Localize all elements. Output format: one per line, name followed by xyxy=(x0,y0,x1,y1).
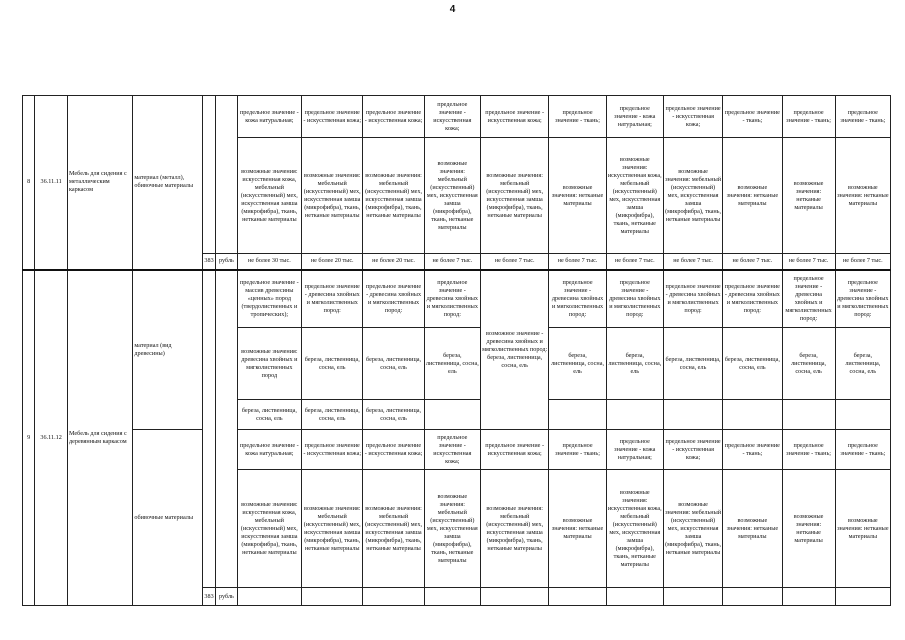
row8-limit: предельное значение - кожа натуральная; xyxy=(237,96,301,138)
row9-up-option: возможные значения: нетканые материалы xyxy=(782,470,835,588)
row8-price: не более 20 тыс. xyxy=(363,254,424,270)
row8-limit: предельное значение - искусственная кожа; xyxy=(480,96,548,138)
empty-cell xyxy=(549,400,606,430)
row8-limit: предельное значение - искусственная кожа; xyxy=(424,96,480,138)
empty-cell xyxy=(606,588,663,606)
row8-unit-code-empty xyxy=(202,96,215,254)
row9-number: 9 xyxy=(23,270,35,606)
row8-price: не более 30 тыс. xyxy=(237,254,301,270)
row9-up-limit: предельное значение - кожа натуральная; xyxy=(606,430,663,470)
row9-wood-limit: предельное значение - древесина хвойных и мягколиственных пород: xyxy=(835,270,890,328)
row9-wood-species-alt: береза, лиственница, сосна, ель xyxy=(237,400,301,430)
row9-up-limit: предельное значение - искусственная кожа; xyxy=(480,430,548,470)
row9-up-option: возможные значения: нетканые материалы xyxy=(549,470,606,588)
row9-wood-species: береза, лиственница, сосна, ель xyxy=(424,328,480,400)
row9-wood-limit: предельное значение - древесина хвойных и мягколиственных пород: xyxy=(606,270,663,328)
row8-price: не более 7 тыс. xyxy=(782,254,835,270)
row8-price: не более 7 тыс. xyxy=(549,254,606,270)
row9-up-limit: предельное значение - искусственная кожа; xyxy=(363,430,424,470)
row9-wood-limit: предельное значение - древесина хвойных и мягколиственных пород: xyxy=(663,270,722,328)
empty-cell xyxy=(663,400,722,430)
row8-option: возможные значения: мебельный (искусственный) мех, искусственная замша (микрофибра), ткань, нетканые материалы xyxy=(363,138,424,254)
row9-unit-code-empty xyxy=(202,270,215,588)
empty-cell xyxy=(424,588,480,606)
row8-number: 8 xyxy=(23,96,35,270)
row9-wood-species: береза, лиственница, сосна, ель xyxy=(663,328,722,400)
row9-up-option: возможные значения: мебельный (искусственный) мех, искусственная замша (микрофибра), ткань, нетканые материалы xyxy=(663,470,722,588)
row8-limit: предельное значение - искусственная кожа; xyxy=(302,96,363,138)
row8-option: возможные значения: нетканые материалы xyxy=(835,138,890,254)
row9-unit-empty xyxy=(216,270,237,588)
page-number: 4 xyxy=(449,4,456,15)
row9-up-option: возможные значения: мебельный (искусственный) мех, искусственная замша (микрофибра), ткань, нетканые материалы xyxy=(302,470,363,588)
row9-up-limit: предельное значение - ткань; xyxy=(835,430,890,470)
empty-cell xyxy=(782,588,835,606)
row9-wood-species-alt: береза, лиственница, сосна, ель xyxy=(363,400,424,430)
row9-material-wood: материал (вид древесины) xyxy=(133,270,203,430)
row9-wood-limit: предельное значение - древесина хвойных и мягколиственных пород: xyxy=(782,270,835,328)
row8-option: возможные значения: мебельный (искусственный) мех, искусственная замша (микрофибра), ткань, нетканые материалы xyxy=(424,138,480,254)
row9-wood-species: береза, лиственница, сосна, ель xyxy=(835,328,890,400)
row9-up-option: возможные значения: искусственная кожа, мебельный (искусственный) мех, искусственная замша (микрофибра), ткань, нетканые материалы xyxy=(606,470,663,588)
empty-cell xyxy=(549,588,606,606)
row8-option: возможные значения: нетканые материалы xyxy=(723,138,782,254)
row9-up-limit: предельное значение - ткань; xyxy=(723,430,782,470)
empty-cell xyxy=(723,588,782,606)
row9-wood-species: береза, лиственница, сосна, ель xyxy=(363,328,424,400)
row8-option: возможные значения: искусственная кожа, мебельный (искусственный) мех, искусственная замша (микрофибра), ткань, нетканые материалы xyxy=(237,138,301,254)
row9-wood-species: береза, лиственница, сосна, ель xyxy=(606,328,663,400)
row9-unit: рубль xyxy=(216,588,237,606)
row9-up-option: возможные значения: нетканые материалы xyxy=(835,470,890,588)
row9-wood-limit: предельное значение - древесина хвойных и мягколиственных пород: xyxy=(302,270,363,328)
row8-code: 36.11.11 xyxy=(35,96,68,270)
row9-up-option: возможные значения: искусственная кожа, мебельный (искусственный) мех, искусственная замша (микрофибра), ткань, нетканые материалы xyxy=(237,470,301,588)
row9-wood-species: береза, лиственница, сосна, ель xyxy=(723,328,782,400)
row8-price: не более 20 тыс. xyxy=(302,254,363,270)
row8-limit: предельное значение - ткань; xyxy=(549,96,606,138)
row8-unit: рубль xyxy=(216,254,237,270)
row8-price: не более 7 тыс. xyxy=(835,254,890,270)
empty-cell xyxy=(663,588,722,606)
row9-wood-limit-row xyxy=(23,270,891,328)
empty-cell xyxy=(237,588,301,606)
row8-limit: предельное значение - ткань; xyxy=(835,96,890,138)
row8-limit: предельное значение - искусственная кожа; xyxy=(663,96,722,138)
row8-option: возможные значения: искусственная кожа, мебельный (искусственный) мех, искусственная замша (микрофибра), ткань, нетканые материалы xyxy=(606,138,663,254)
row9-up-limit: предельное значение - ткань; xyxy=(782,430,835,470)
row9-unit-code: 383 xyxy=(202,588,215,606)
row8-option: возможные значения: нетканые материалы xyxy=(782,138,835,254)
row9-wood-limit-merged: возможное значение - древесина хвойных и мягколиственных пород: береза, лиственница, сосна, ель xyxy=(480,270,548,430)
row8-price: не более 7 тыс. xyxy=(663,254,722,270)
row8-unit-empty xyxy=(216,96,237,254)
row9-up-limit: предельное значение - искусственная кожа; xyxy=(302,430,363,470)
row8-price: не более 7 тыс. xyxy=(723,254,782,270)
row8-limit-row xyxy=(23,96,891,138)
empty-cell xyxy=(480,588,548,606)
row9-wood-limit: предельное значение - древесина хвойных и мягколиственных пород: xyxy=(723,270,782,328)
row8-option: возможные значения: мебельный (искусственный) мех, искусственная замша (микрофибра), ткань, нетканые материалы xyxy=(663,138,722,254)
row9-wood-limit: предельное значение - древесина хвойных и мягколиственных пород: xyxy=(363,270,424,328)
row9-material-upholstery: обивочные материалы xyxy=(133,430,203,606)
row9-product-name: Мебель для сидения с деревянным каркасом xyxy=(67,270,132,606)
row9-wood-species-alt: береза, лиственница, сосна, ель xyxy=(302,400,363,430)
row8-option: возможные значения: нетканые материалы xyxy=(549,138,606,254)
row8-option: возможные значения: мебельный (искусственный) мех, искусственная замша (микрофибра), ткань, нетканые материалы xyxy=(302,138,363,254)
row8-limit: предельное значение - ткань; xyxy=(723,96,782,138)
row9-upholstery-limit-row xyxy=(23,430,891,470)
empty-cell xyxy=(723,400,782,430)
empty-cell xyxy=(782,400,835,430)
row8-unit-code: 383 xyxy=(202,254,215,270)
requirements-table xyxy=(22,95,891,606)
empty-cell xyxy=(302,588,363,606)
row9-up-option: возможные значения: мебельный (искусственный) мех, искусственная замша (микрофибра), ткань, нетканые материалы xyxy=(363,470,424,588)
empty-cell xyxy=(835,588,890,606)
row8-price: не более 7 тыс. xyxy=(424,254,480,270)
row8-product-name: Мебель для сидения с металлическим каркасом xyxy=(67,96,132,270)
row8-price: не более 7 тыс. xyxy=(480,254,548,270)
row9-up-limit: предельное значение - искусственная кожа; xyxy=(424,430,480,470)
row8-limit: предельное значение - искусственная кожа; xyxy=(363,96,424,138)
row9-up-option: возможные значения: мебельный (искусственный) мех, искусственная замша (микрофибра), ткань, нетканые материалы xyxy=(424,470,480,588)
empty-cell xyxy=(363,588,424,606)
row9-wood-species: береза, лиственница, сосна, ель xyxy=(302,328,363,400)
row8-option: возможные значения: мебельный (искусственный) мех, искусственная замша (микрофибра), ткань, нетканые материалы xyxy=(480,138,548,254)
row9-wood-option: возможные значения: древесина хвойных и мягколиственных пород xyxy=(237,328,301,400)
empty-cell xyxy=(606,400,663,430)
row9-up-limit: предельное значение - искусственная кожа; xyxy=(663,430,722,470)
empty-cell xyxy=(835,400,890,430)
row8-limit: предельное значение - кожа натуральная; xyxy=(606,96,663,138)
row9-up-limit: предельное значение - ткань; xyxy=(549,430,606,470)
row9-wood-limit: предельное значение - древесина хвойных и мягколиственных пород: xyxy=(549,270,606,328)
row9-up-limit: предельное значение - кожа натуральная; xyxy=(237,430,301,470)
row9-wood-limit: предельное значение - древесина хвойных и мягколиственных пород: xyxy=(424,270,480,328)
row9-up-option: возможные значения: нетканые материалы xyxy=(723,470,782,588)
row8-material: материал (металл), обивочные материалы xyxy=(133,96,203,270)
row9-wood-limit: предельное значение - массив древесины «ценных» пород (твердолиственных и тропических); xyxy=(237,270,301,328)
row9-up-option: возможные значения: мебельный (искусственный) мех, искусственная замша (микрофибра), ткань, нетканые материалы xyxy=(480,470,548,588)
row8-limit: предельное значение - ткань; xyxy=(782,96,835,138)
row9-code: 36.11.12 xyxy=(35,270,68,606)
row8-price: не более 7 тыс. xyxy=(606,254,663,270)
empty-cell xyxy=(424,400,480,430)
row9-wood-species: береза, лиственница, сосна, ель xyxy=(549,328,606,400)
row9-wood-species: береза, лиственница, сосна, ель xyxy=(782,328,835,400)
